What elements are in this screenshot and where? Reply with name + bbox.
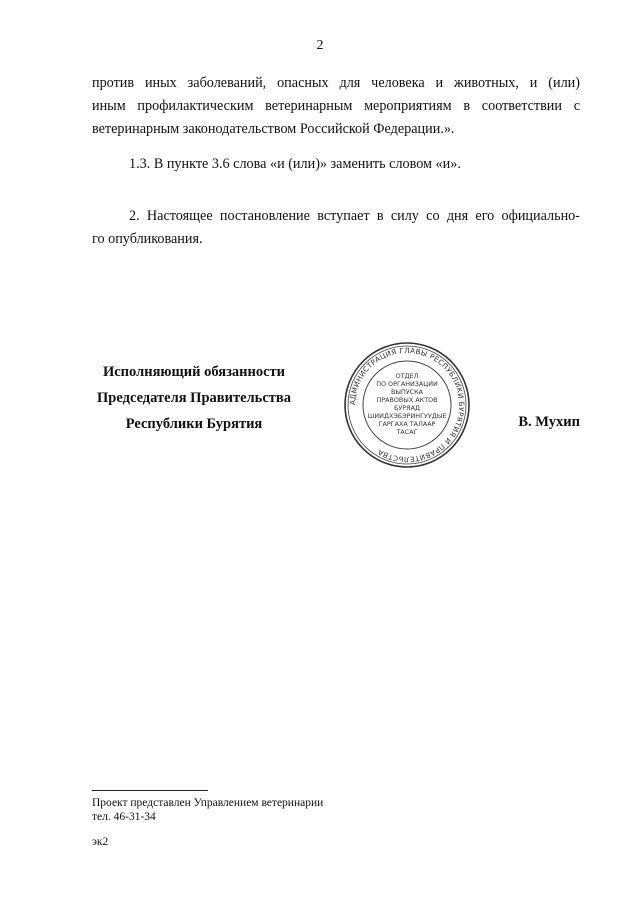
- seal-text: ОТДЕЛ: [395, 372, 419, 380]
- seal-text: ВЫПУСКА: [390, 388, 424, 396]
- footnote-code: эк2: [92, 836, 109, 848]
- paragraph-2: [92, 205, 580, 251]
- signatory-position-line: Председателя Правительства: [97, 390, 291, 406]
- seal-outer-text: АДМИНИСТРАЦИЯ ГЛАВЫ РЕСПУБЛИКИ БУРЯТИЯ И ПРАВИТЕЛЬСТВА: [347, 345, 467, 465]
- page-number: 2: [316, 38, 324, 53]
- seal-text: ТАСАГ: [396, 428, 418, 436]
- footnote-divider: [92, 790, 208, 791]
- paragraph-continuation: [92, 72, 580, 141]
- signatory-position-line: Исполняющий обязанности: [102, 364, 286, 380]
- signatory-name: В. Мухип: [518, 414, 580, 430]
- text-line: го опубликования.: [92, 231, 203, 247]
- text-line: 2. Настоящее постановление вступает в силу со дня его официально-: [129, 208, 580, 224]
- footnote-author: Проект представлен Управлением ветеринарии: [92, 797, 324, 809]
- text-line: против иных заболеваний, опасных для человека и животных, и (или): [92, 75, 580, 91]
- official-seal: [342, 340, 472, 470]
- seal-text: ГАРГАХА ТАЛААР: [378, 420, 436, 428]
- paragraph-1-3: 1.3. В пункте 3.6 слова «и (или)» заменить словом «и».: [129, 156, 461, 172]
- seal-text: БУРЯАД: [394, 404, 420, 412]
- signatory-position-line: Республики Бурятия: [125, 416, 263, 432]
- seal-text: ШИИДХЭБЭРИНГУУДЫЕ: [367, 412, 447, 420]
- seal-text: ПО ОРГАНИЗАЦИИ: [376, 380, 438, 388]
- seal-text: ПРАВОВЫХ АКТОВ: [376, 396, 438, 404]
- text-line: ветеринарным законодательством Российской Федерации.».: [92, 121, 455, 137]
- text-line: иным профилактическим ветеринарным мероприятиям в соответствии с: [92, 98, 580, 114]
- footnote-phone: тел. 46-31-34: [92, 811, 156, 823]
